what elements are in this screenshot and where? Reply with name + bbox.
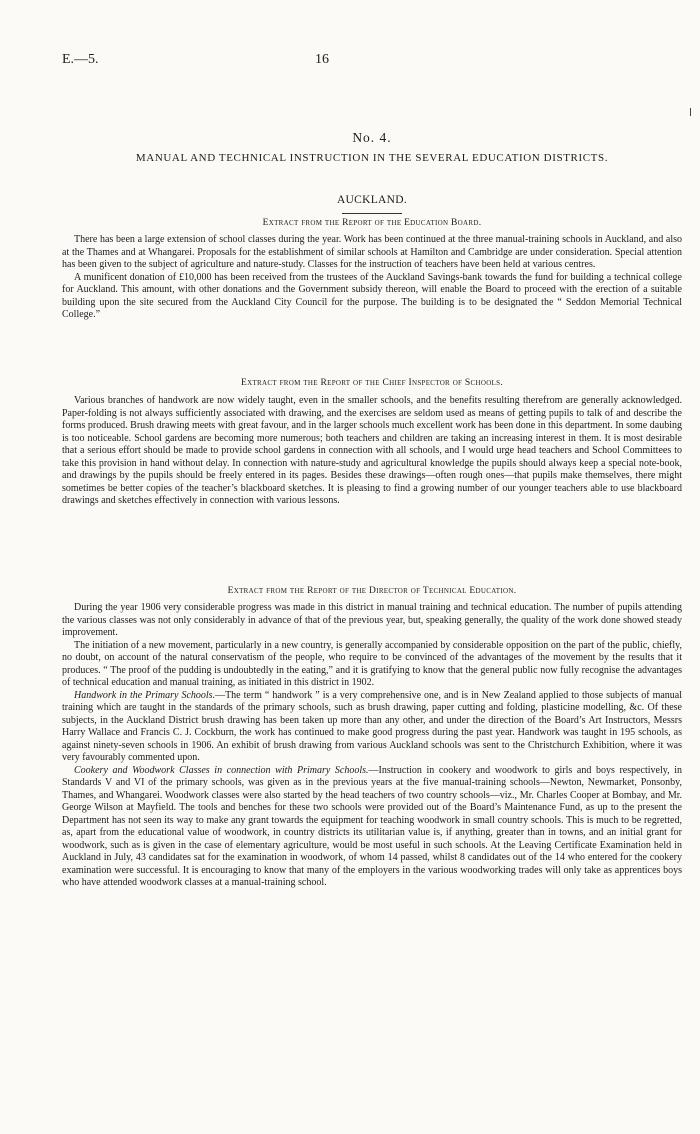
margin-mark [690, 108, 691, 116]
handwork-lead: Handwork in the Primary Schools. [74, 689, 216, 701]
inspector-extract-text [62, 395, 682, 508]
director-paragraph-handwork [62, 690, 682, 765]
cookery-body: —Instruction in cookery and woodwork to girls and boys respectively, in Standards V and VI of the primary schools, was given as in the previous years at the five manual-training schools—Newton, Newmarket, Ponsonby, Thames, and Whangarei. Woodwork classes were also started by the head teachers of two country schools—viz., Mr. Charles Cooper at Bombay, and Mr. George Wilson at Mayfield. The tools and benches for these two schools were provided out of the Board’s Maintenance Fund, as up to the present the Department has not seen its way to make any grant towards the equipment for teaching woodwork in small country schools. This is much to be regretted, as, apart from the educational value of woodwork, in country districts its utilitarian value is, if anything, greater than in towns, and an initial grant for woodwork, such as is given in the case of elementary agriculture, would be most useful in such schools. At the Leaving Certificate Examination held in Auckland in July, 43 candidates sat for the examination in woodwork, of whom 14 passed, whilst 8 candidates out of the 14 who entered for the cookery examination were successful. It is encouraging to know that many of the employers in the various woodworking trades will only take as apprentices boys who have attended woodwork classes at a manual-training school. [62, 764, 682, 888]
director-paragraph-2: The initiation of a new movement, particularly in a new country, is generally accompanied by considerable opposition on the part of the public, chiefly, no doubt, on account of the natural conservatism of the people, who require to be convinced of the advantages of the movement by the results that it produces. “ The proof of the pudding is undoubtedly in the eating,” and it is gratifying to know that the general public now fully recognise the advantages of technical education and manual training, as initiated in this district in 1902. [62, 639, 682, 688]
board-paragraph-1: There has been a large extension of school classes during the year. Work has been continued at the three manual-training schools in Auckland, and also at the Thames and at Whangarei. Proposals for the establishment of similar schools at Hamilton and Cambridge are under consideration. Special attention has been given to the subject of agriculture and nature-study. Classes for the instruction of teachers have been held at various centres. [62, 234, 682, 270]
handwork-body: —The term “ handwork ” is a very comprehensive one, and is in New Zealand applied to those subjects of manual training which are taught in the standards of the primary schools, such as brush drawing, paper cutting and folding, plasticine modelling, &c. Of these subjects, in the Auckland District brush drawing has been taken up more than any other, and under the direction of the Board’s Art Instructors, Messrs Harry Wallace and Francis C. J. Cockburn, the work has continued to make good progress during the past year. Handwork was taught in 195 schools, as against ninety-seven schools in 1906. An exhibit of brush drawing from various Auckland schools was sent to the Christchurch Exhibition, where it was very favourably commented upon. [62, 689, 683, 763]
director-extract-heading: Extract from the Report of the Director of Technical Education. [227, 586, 517, 596]
board-extract-text [62, 234, 682, 322]
director-extract-text [62, 602, 682, 890]
cookery-lead: Cookery and Woodwork Classes in connection with Primary Schools. [74, 764, 369, 776]
board-extract-heading: Extract from the Report of the Education Board. [262, 218, 482, 228]
inspector-paragraph-1: Various branches of handwork are now widely taught, even in the smaller schools, and the benefits resulting therefrom are generally acknowledged. Paper-folding is not always sufficiently associated with drawing, and the exercises are seldom used as means of getting pupils to talk of and describe the forms produced. Brush drawing meets with great favour, and in the larger schools much excellent work has been done in this department. In some daubing is too noticeable. School gardens are becoming more numerous; both teachers and children are taking an increasing interest in them. It is most desirable that a serious effort should be made to provide school gardens in connection with all schools, and I would urge head teachers and School Committees to take this provision in hand without delay. In connection with nature-study and agricultural knowledge the pupils should always keep a special note-book, and drawings by the pupils should be freely entered in its pages. Besides these drawings—often rough ones—that pupils make themselves, there might sometimes be better copies of the teacher’s blackboard sketches. It is pleasing to find a growing number of our younger teachers able to use blackboard drawings and sketches effectively in connection with various lessons. [62, 395, 682, 506]
title-rule [342, 213, 402, 214]
director-paragraph-1: During the year 1906 very considerable progress was made in this district in manual training and technical education. The number of pupils attending the various classes was not only considerably in advance of that of the previous year, but, speaking generally, the quality of the work done showed steady improvement. [62, 602, 682, 638]
section-title: MANUAL AND TECHNICAL INSTRUCTION IN THE SEVERAL EDUCATION DISTRICTS. [135, 152, 609, 164]
inspector-extract-heading: Extract from the Report of the Chief Inspector of Schools. [241, 378, 503, 388]
district-heading: AUCKLAND. [336, 194, 408, 206]
document-reference: E.—5. [62, 52, 99, 67]
section-number: No. 4. [352, 130, 392, 145]
page-number: 16 [315, 52, 329, 67]
page-header [62, 52, 682, 72]
director-paragraph-cookery [62, 765, 682, 890]
board-paragraph-2: A munificent donation of £10,000 has been received from the trustees of the Auckland Savings-bank towards the fund for building a technical college for Auckland. This amount, with other donations and the Government subsidy thereon, will enable the Board to proceed with the erection of a suitable building upon the site secured from the Auckland City Council for the purpose. The building is to be designated the “ Seddon Memorial Technical College.” [62, 271, 682, 320]
